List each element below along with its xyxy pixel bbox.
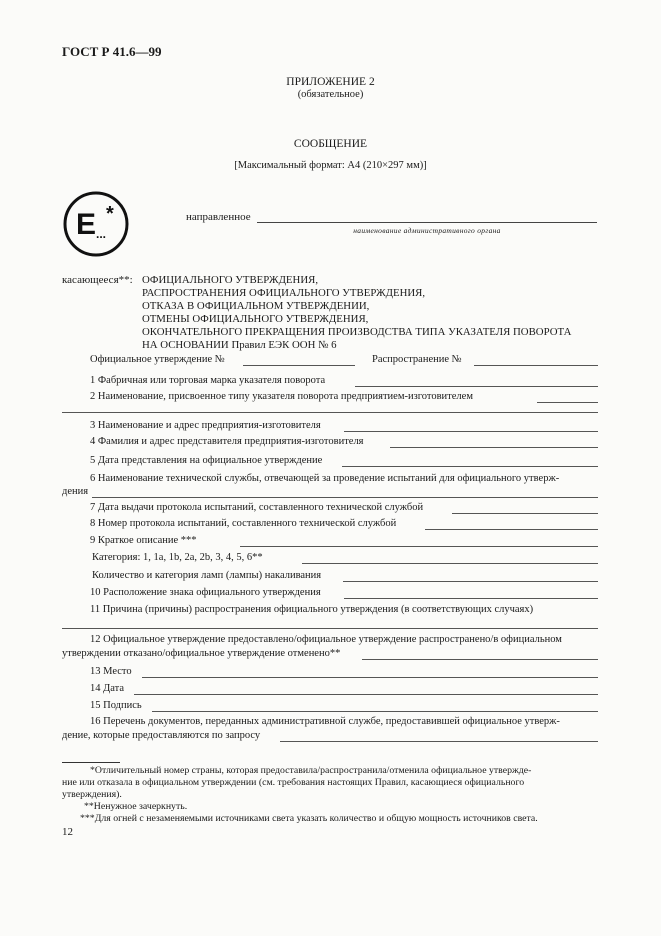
appendix-title: ПРИЛОЖЕНИЕ 2: [286, 76, 375, 88]
field-13-label: 13 Место: [90, 666, 132, 677]
mark-letter: E: [76, 208, 97, 241]
field-9-category-input[interactable]: [302, 563, 598, 564]
field-15-label: 15 Подпись: [90, 700, 142, 711]
page-number: 12: [62, 826, 73, 838]
field-14-input[interactable]: [134, 694, 598, 695]
extension-number-field[interactable]: [474, 365, 598, 366]
field-15-input[interactable]: [152, 711, 598, 712]
field-4-label: 4 Фамилия и адрес представителя предприятия-изготовителя: [90, 436, 364, 447]
footnote-divider: [62, 762, 120, 763]
field-6-input[interactable]: [92, 497, 598, 498]
field-6-label: 6 Наименование технической службы, отвечающей за проведение испытаний для официального утверж-: [90, 473, 560, 484]
field-10-input[interactable]: [344, 598, 598, 599]
extension-number-label: Распространение №: [372, 354, 462, 365]
approval-number-field[interactable]: [243, 365, 355, 366]
concerning-item[interactable]: ОТКАЗА В ОФИЦИАЛЬНОМ УТВЕРЖДЕНИИ,: [142, 300, 370, 312]
field-10-label: 10 Расположение знака официального утверждения: [90, 587, 321, 598]
field-16-label: 16 Перечень документов, переданных административной службе, предоставившей официальное утверж-: [90, 716, 560, 727]
mark-star: *: [106, 203, 114, 225]
field-5-label: 5 Дата представления на официальное утверждение: [90, 455, 323, 466]
field-13-input[interactable]: [142, 677, 598, 678]
field-9-input[interactable]: [240, 546, 598, 547]
field-11-label: 11 Причина (причины) распространения официального утверждения (в соответствующих случаях): [90, 604, 534, 615]
mark-dots: ...: [96, 227, 107, 241]
field-16-label-cont: дение, которые предоставляются по запросу: [62, 730, 261, 741]
field-9-lamps: Количество и категория ламп (лампы) накаливания: [92, 570, 322, 581]
message-format: [Максимальный формат: А4 (210×297 мм)]: [234, 160, 427, 171]
field-12-label: 12 Официальное утверждение предоставлено/официальное утверждение распространено/в официальном: [90, 634, 562, 645]
field-12-label-cont: утверждении отказано/официальное утверждение отменено**: [62, 648, 341, 659]
field-2-input[interactable]: [537, 402, 598, 403]
footnote-2: **Ненужное зачеркнуть.: [84, 801, 188, 812]
field-6-label-cont: дения: [62, 486, 89, 497]
field-14-label: 14 Дата: [90, 683, 125, 694]
basis-rest: Правил ЕЭК ООН № 6: [231, 339, 337, 351]
field-3-label: 3 Наименование и адрес предприятия-изготовителя: [90, 420, 321, 431]
field-3-input[interactable]: [344, 431, 598, 432]
concerning-item[interactable]: ОТМЕНЫ ОФИЦИАЛЬНОГО УТВЕРЖДЕНИЯ,: [142, 313, 369, 325]
concerning-list: [142, 274, 571, 352]
footnote-1: *Отличительный номер страны, которая предоставила/распространила/отменила официальное утвержде-: [90, 765, 532, 776]
footnote-3: ***Для огней с незаменяемыми источниками света указать количество и общую мощность источников света.: [80, 813, 538, 824]
field-8-input[interactable]: [425, 529, 598, 530]
document-header: ГОСТ Р 41.6—99: [62, 44, 162, 59]
field-7-label: 7 Дата выдачи протокола испытаний, составленного технической службой: [90, 502, 424, 513]
field-9-lamps-input[interactable]: [343, 581, 598, 582]
basis-caps: НА ОСНОВАНИИ: [142, 339, 229, 351]
sent-caption: наименование административного органа: [353, 226, 501, 235]
approval-number-label: Официальное утверждение №: [90, 354, 225, 365]
field-1-label: 1 Фабричная или торговая марка указателя поворота: [90, 375, 326, 386]
field-8-label: 8 Номер протокола испытаний, составленного технической службой: [90, 518, 397, 529]
concerning-item[interactable]: ОКОНЧАТЕЛЬНОГО ПРЕКРАЩЕНИЯ ПРОИЗВОДСТВА ТИПА УКАЗАТЕЛЯ ПОВОРОТА: [142, 326, 572, 338]
field-7-input[interactable]: [452, 513, 598, 514]
field-1-input[interactable]: [355, 386, 598, 387]
concerning-item[interactable]: ОФИЦИАЛЬНОГО УТВЕРЖДЕНИЯ,: [142, 274, 319, 286]
field-5-input[interactable]: [342, 466, 598, 467]
field-12-input[interactable]: [362, 659, 598, 660]
footnote-1-cont: ние или отказала в официальном утверждении (см. требования настоящих Правил, касающиеся официального: [62, 777, 525, 788]
field-2-input-line2[interactable]: [62, 412, 598, 413]
concerning-item[interactable]: РАСПРОСТРАНЕНИЯ ОФИЦИАЛЬНОГО УТВЕРЖДЕНИЯ,: [142, 287, 426, 299]
field-2-label: 2 Наименование, присвоенное типу указателя поворота предприятием-изготовителем: [90, 391, 473, 402]
approval-mark-icon: [62, 190, 130, 258]
field-11-input[interactable]: [62, 628, 598, 629]
message-title: СООБЩЕНИЕ: [293, 138, 368, 150]
concerning-basis: [142, 339, 571, 352]
sent-to-field[interactable]: [257, 222, 597, 223]
field-16-input[interactable]: [280, 741, 598, 742]
field-4-input[interactable]: [390, 447, 598, 448]
concerning-label: касающееся**:: [62, 274, 133, 286]
field-9-label: 9 Краткое описание ***: [90, 535, 197, 546]
sent-label: направленное: [186, 211, 251, 223]
appendix-subtitle: (обязательное): [297, 89, 364, 100]
footnote-1-end: утверждения).: [62, 789, 122, 800]
field-9-category: Категория: 1, 1a, 1b, 2a, 2b, 3, 4, 5, 6**: [92, 552, 263, 563]
